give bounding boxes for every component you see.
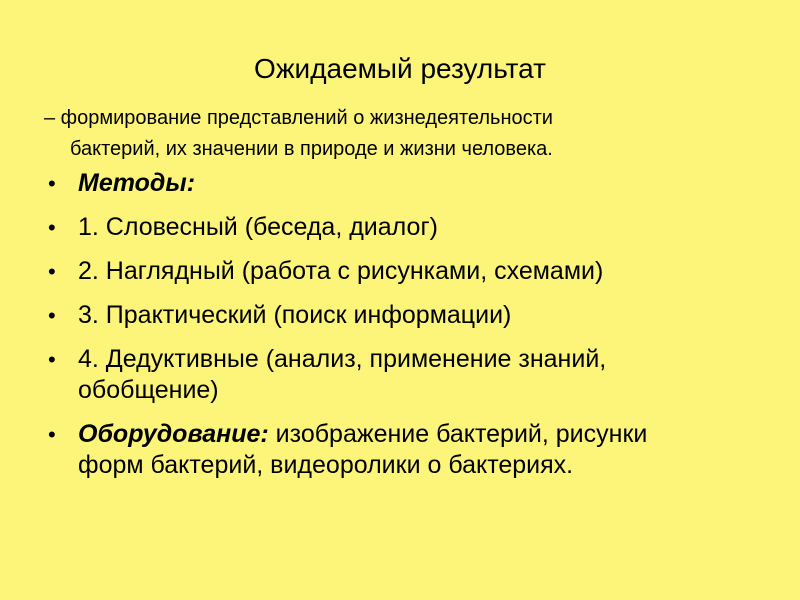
bullet-icon: • — [48, 422, 56, 447]
list-item-text: 1. Словесный (беседа, диалог) — [78, 213, 438, 241]
bullet-icon: • — [48, 347, 56, 372]
bullet-list — [48, 168, 748, 494]
subtitle-line: – формирование представлений о жизнедеятельности — [44, 107, 553, 129]
subtitle-line: бактерий, их значении в природе и жизни человека. — [70, 138, 553, 160]
list-item-text: 3. Практический (поиск информации) — [78, 301, 512, 329]
list-item-methods — [48, 168, 748, 199]
equipment-heading: Оборудование: — [78, 420, 269, 448]
bullet-icon: • — [48, 171, 56, 196]
list-item-text: обобщение) — [78, 376, 219, 404]
list-item-visual-method — [48, 256, 748, 287]
list-item-text: форм бактерий, видеоролики о бактериях. — [78, 451, 574, 479]
slide-title: Ожидаемый результат — [254, 53, 546, 84]
slide-subtitle — [44, 103, 684, 165]
list-item-deductive-method — [48, 344, 748, 406]
bullet-icon: • — [48, 215, 56, 240]
bullet-icon: • — [48, 259, 56, 284]
list-item-text: изображение бактерий, рисунки — [268, 420, 648, 448]
bullet-icon: • — [48, 303, 56, 328]
list-item-text: 4. Дедуктивные (анализ, применение знаний, — [78, 345, 607, 373]
list-item-text: 2. Наглядный (работа с рисунками, схемами) — [78, 257, 604, 285]
list-item-practical-method — [48, 300, 748, 331]
methods-heading: Методы: — [78, 169, 196, 197]
list-item-equipment — [48, 419, 748, 481]
list-item-verbal-method — [48, 212, 748, 243]
